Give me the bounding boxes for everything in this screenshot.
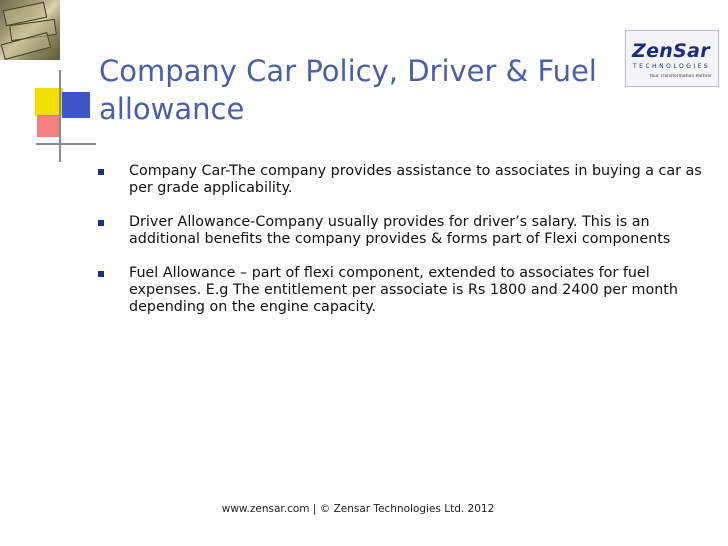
zensar-logo — [625, 30, 719, 87]
logo-wordmark: ZenSar — [632, 40, 710, 62]
decor-blue-square — [62, 92, 90, 118]
bullet-text: Fuel Allowance – part of flexi component, extended to associates for fuel expenses. E.g The entitlement per associate is Rs 1800 and 2400 per month depending on the engine capacity. — [129, 265, 678, 315]
decor-red-square — [37, 115, 59, 137]
slide-title: Company Car Policy, Driver & Fuel allowance — [99, 54, 597, 126]
square-bullet-icon — [98, 271, 104, 277]
decor-horizontal-line — [36, 143, 96, 145]
square-bullet-icon — [98, 169, 104, 175]
bullet-item-company-car — [98, 163, 708, 197]
money-stack-photo — [0, 0, 60, 60]
slide-footer — [0, 503, 728, 515]
bullet-text: Driver Allowance-Company usually provides for driver’s salary. This is an additional benefits the company provides & forms part of Flexi components — [129, 214, 671, 247]
bullet-item-driver-allowance — [98, 214, 708, 248]
bullet-text: Company Car-The company provides assistance to associates in buying a car as per grade applicability. — [129, 163, 702, 196]
square-bullet-icon — [98, 220, 104, 226]
logo-subtitle: TECHNOLOGIES — [633, 63, 711, 70]
bullet-list — [98, 163, 708, 333]
decor-vertical-line — [59, 70, 61, 162]
footer-text: www.zensar.com | © Zensar Technologies Ltd. 2012 — [221, 503, 495, 515]
logo-tagline: Your Transformation Partner — [649, 74, 712, 79]
bullet-item-fuel-allowance — [98, 265, 708, 316]
